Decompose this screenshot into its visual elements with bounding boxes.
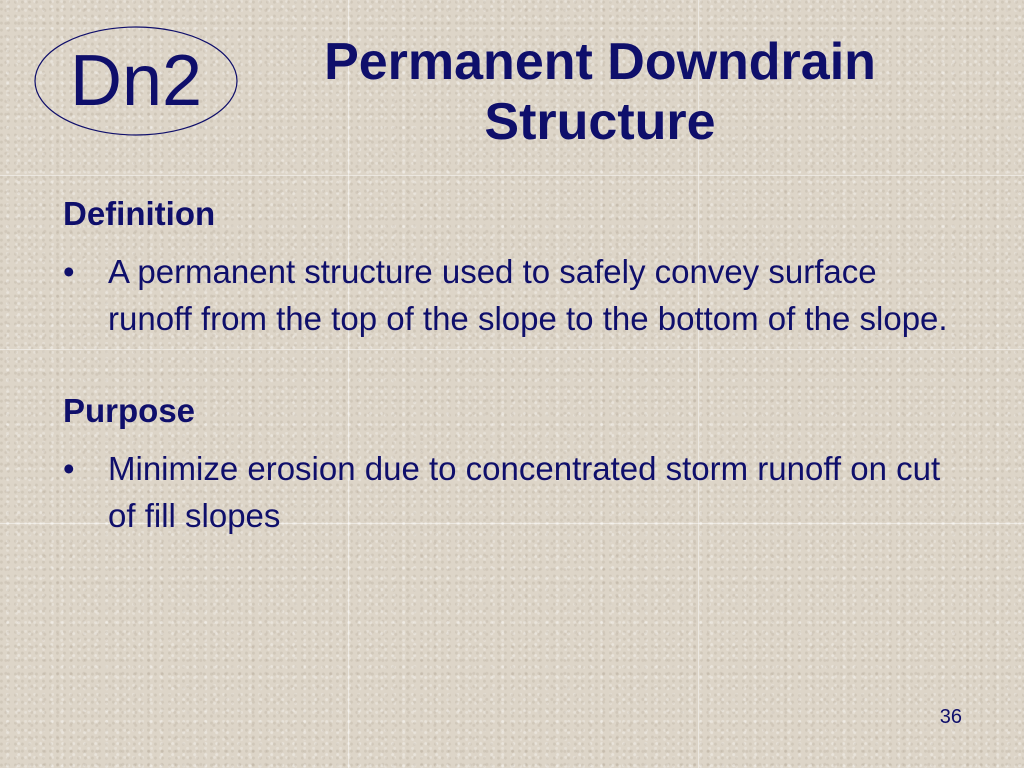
section-purpose xyxy=(63,387,963,539)
bullet-list-definition xyxy=(63,248,963,342)
bullet-text: Minimize erosion due to concentrated storm runoff on cut of fill slopes xyxy=(108,450,941,534)
section-heading-purpose: Purpose xyxy=(63,392,196,429)
bullet-symbol: • xyxy=(63,450,75,487)
slide-content xyxy=(63,190,963,539)
slide-title xyxy=(250,32,950,152)
badge-label: Dn2 xyxy=(69,41,203,121)
page-number: 36 xyxy=(939,706,962,728)
bullet-item xyxy=(63,248,963,342)
section-heading-definition: Definition xyxy=(63,195,216,232)
slide-title-line-2: Structure xyxy=(484,93,716,151)
bullet-text: A permanent structure used to safely convey surface runoff from the top of the slope to the bottom of the slope. xyxy=(108,253,948,337)
bullet-item xyxy=(63,445,963,539)
slide-badge xyxy=(34,26,238,136)
bullet-list-purpose xyxy=(63,445,963,539)
slide-title-line-1: Permanent Downdrain xyxy=(324,33,876,91)
bullet-symbol: • xyxy=(63,253,75,290)
background-tile-line xyxy=(0,175,1024,176)
section-spacer xyxy=(63,342,963,387)
section-definition xyxy=(63,190,963,342)
